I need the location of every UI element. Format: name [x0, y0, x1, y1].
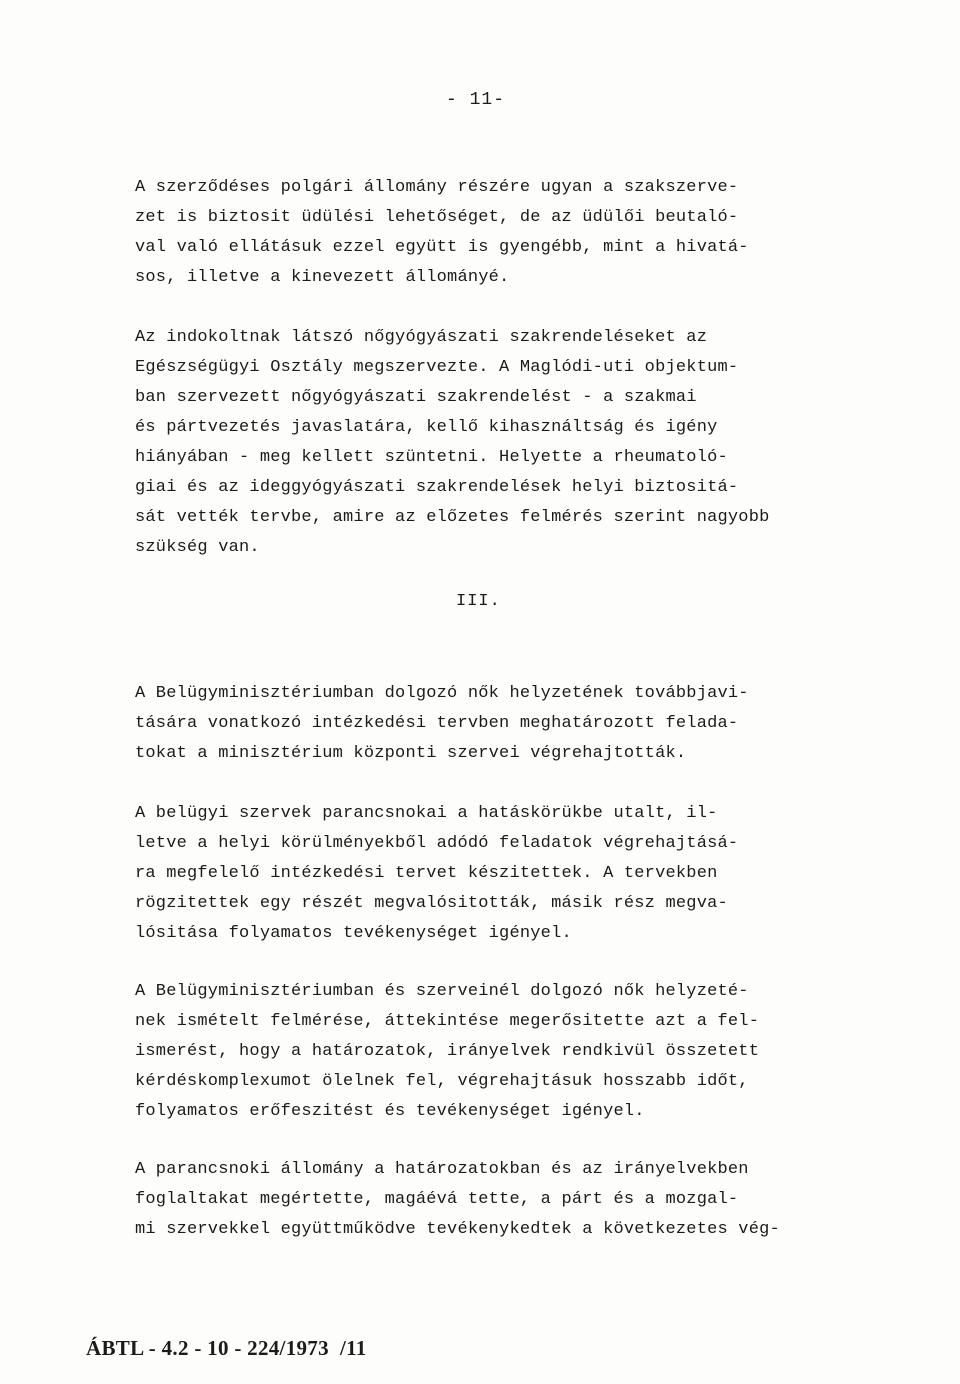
paragraph-5 — [135, 977, 875, 1127]
text-line: ismerést, hogy a határozatok, irányelvek rendkivül összetett — [135, 1042, 760, 1061]
text-line: val való ellátásuk ezzel együtt is gyengébb, mint a hivatá- — [135, 238, 749, 257]
text-line: nek ismételt felmérése, áttekintése megerősitette azt a fel- — [135, 1012, 760, 1031]
text-line: szükség van. — [135, 538, 260, 557]
text-line: A Belügyminisztériumban dolgozó nők helyzetének továbbjavi- — [135, 684, 749, 703]
text-line: kérdéskomplexumot ölelnek fel, végrehajtásuk hosszabb időt, — [135, 1072, 749, 1091]
text-line: tására vonatkozó intézkedési tervben meghatározott felada- — [135, 714, 739, 733]
text-line: hiányában - meg kellett szüntetni. Helyette a rheumatoló- — [135, 448, 728, 467]
page-number: - 11- — [446, 90, 506, 110]
text-line: mi szervekkel együttműködve tevékenykedtek a következetes vég- — [135, 1220, 780, 1239]
text-line: folyamatos erőfeszitést és tevékenységet igényel. — [135, 1102, 645, 1121]
text-line: A Belügyminisztériumban és szerveinél dolgozó nők helyzeté- — [135, 982, 749, 1001]
text-line: lósitása folyamatos tevékenységet igényel. — [135, 924, 572, 943]
paragraph-1 — [135, 173, 875, 293]
paragraph-4 — [135, 799, 875, 949]
section-number: III. — [456, 592, 501, 611]
archive-reference: ÁBTL - 4.2 - 10 - 224/1973 /11 — [86, 1336, 367, 1360]
text-line: tokat a minisztérium központi szervei végrehajtották. — [135, 744, 687, 763]
text-line: giai és az ideggyógyászati szakrendelések helyi biztositá- — [135, 478, 739, 497]
text-line: rögzitettek egy részét megvalósitották, másik rész megva- — [135, 894, 728, 913]
paragraph-2 — [135, 323, 875, 563]
paragraph-3 — [135, 679, 875, 769]
text-line: sos, illetve a kinevezett állományé. — [135, 268, 510, 287]
text-line: ra megfelelő intézkedési tervet készitettek. A tervekben — [135, 864, 718, 883]
text-line: foglaltakat megértette, magáévá tette, a párt és a mozgal- — [135, 1190, 739, 1209]
text-line: A belügyi szervek parancsnokai a hatáskörükbe utalt, il- — [135, 804, 718, 823]
text-line: letve a helyi körülményekből adódó feladatok végrehajtásá- — [135, 834, 739, 853]
text-line: Az indokoltnak látszó nőgyógyászati szakrendeléseket az — [135, 328, 708, 347]
text-line: Egészségügyi Osztály megszervezte. A Maglódi-uti objektum- — [135, 358, 739, 377]
text-line: A parancsnoki állomány a határozatokban és az irányelvekben — [135, 1160, 749, 1179]
text-line: ban szervezett nőgyógyászati szakrendelést - a szakmai — [135, 388, 697, 407]
text-line: A szerződéses polgári állomány részére ugyan a szakszerve- — [135, 178, 739, 197]
text-line: sát vették tervbe, amire az előzetes felmérés szerint nagyobb — [135, 508, 770, 527]
text-line: és pártvezetés javaslatára, kellő kihasználtság és igény — [135, 418, 718, 437]
paragraph-6 — [135, 1155, 875, 1245]
text-line: zet is biztosit üdülési lehetőséget, de az üdülői beutaló- — [135, 208, 739, 227]
